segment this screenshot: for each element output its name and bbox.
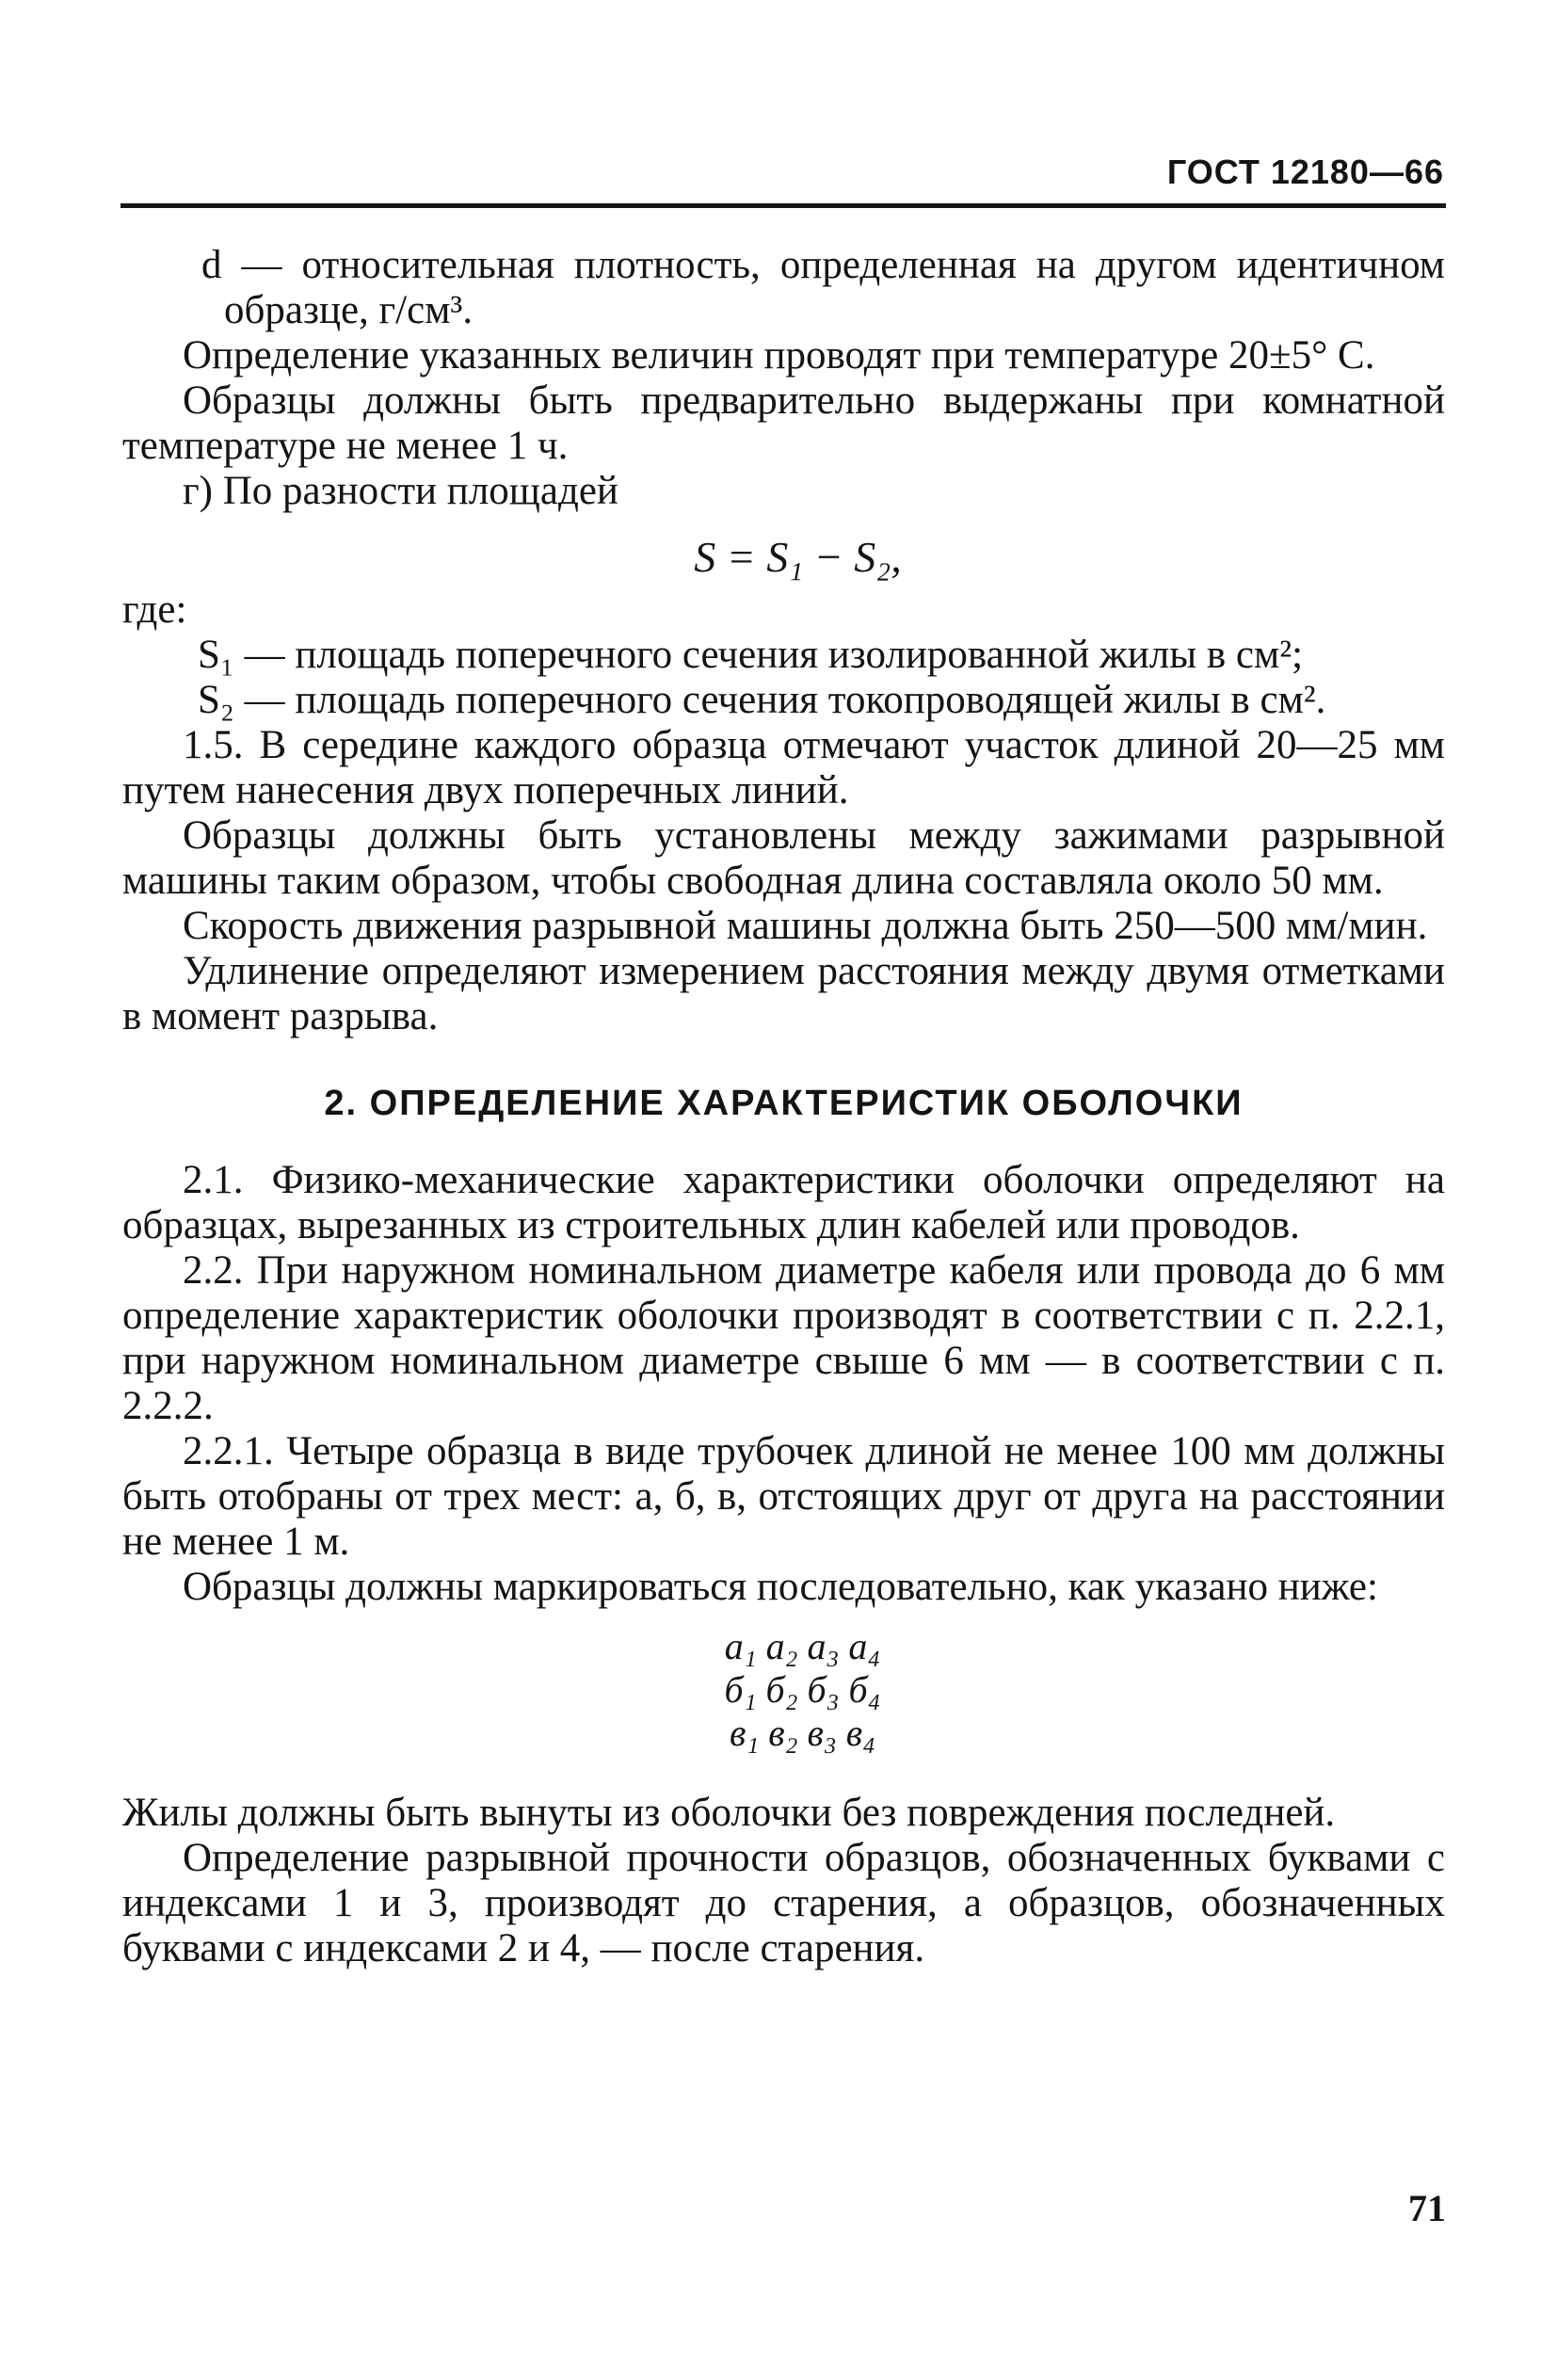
paragraph-conditioning: Образцы должны быть предварительно выдержаны при комнатной температуре не менее 1 ч. [122, 378, 1445, 468]
page-number: 71 [1408, 2187, 1446, 2229]
paragraph-temperature: Определение указанных величин проводят при температуре 20±5° С. [183, 333, 1375, 378]
paragraph-strength: Определение разрывной прочности образцов, обозначенных буквами с индексами 1 и 3, производят до старения, а образцов, обозначенных буквами с индексами 2 и 4, — после старения. [122, 1836, 1445, 1970]
paragraph-elongation: Удлинение определяют измерением расстояния между двумя отметками в момент разрыва. [122, 949, 1445, 1038]
standard-number: ГОСТ 12180—66 [1166, 153, 1444, 191]
paragraph-2-2: 2.2. При наружном номинальном диаметре кабеля или провода до 6 мм определение характеристик оболочки производят в соответствии с п. 2.2.1, при наружном номинальном диаметре свыше 6 мм — в соответствии с п. 2.2.2. [122, 1248, 1445, 1428]
paragraph-2-1: 2.1. Физико-механические характеристики оболочки определяют на образцах, вырезанных из строительных длин кабелей или проводов. [122, 1158, 1445, 1247]
definition-s2: S₂ — площадь поперечного сечения токопроводящей жилы в см². [198, 678, 1326, 722]
where-label: где: [122, 587, 187, 632]
marks-row-a: а₁ а₂ а₃ а₄ [724, 1625, 881, 1667]
paragraph-speed: Скорость движения разрывной машины должна быть 250—500 мм/мин. [183, 904, 1428, 948]
sample-marking-table [122, 1625, 1445, 1755]
header-rule [120, 203, 1446, 208]
paragraph-clamping: Образцы должны быть установлены между зажимами разрывной машины таким образом, чтобы свободная длина составляла около 50 мм. [122, 813, 1445, 903]
page-body [122, 243, 1445, 1971]
marks-row-v: в₁ в₂ в₃ в₄ [729, 1712, 876, 1754]
section-heading: 2. ОПРЕДЕЛЕНИЕ ХАРАКТЕРИСТИК ОБОЛОЧКИ [324, 1084, 1244, 1123]
paragraph-1-5: 1.5. В середине каждого образца отмечают участок длиной 20—25 мм путем нанесения двух поперечных линий. [122, 723, 1445, 812]
area-formula: S = S₁ − S₂, [694, 533, 902, 581]
definition-d: d — относительная плотность, определенная на другом идентичном образце, г/см³. [201, 243, 1445, 332]
paragraph-marking: Образцы должны маркироваться последовательно, как указано ниже: [183, 1565, 1378, 1609]
paragraph-cores: Жилы должны быть вынуты из оболочки без повреждения последней. [122, 1791, 1336, 1835]
paragraph-2-2-1: 2.2.1. Четыре образца в виде трубочек длиной не менее 100 мм должны быть отобраны от трех мест: а, б, в, отстоящих друг от друга на расстоянии не менее 1 м. [122, 1429, 1445, 1564]
definition-s1: S₁ — площадь поперечного сечения изолированной жилы в см²; [198, 633, 1304, 677]
paragraph-area-method: г) По разности площадей [183, 469, 618, 513]
marks-row-b: б₁ б₂ б₃ б₄ [724, 1668, 881, 1711]
